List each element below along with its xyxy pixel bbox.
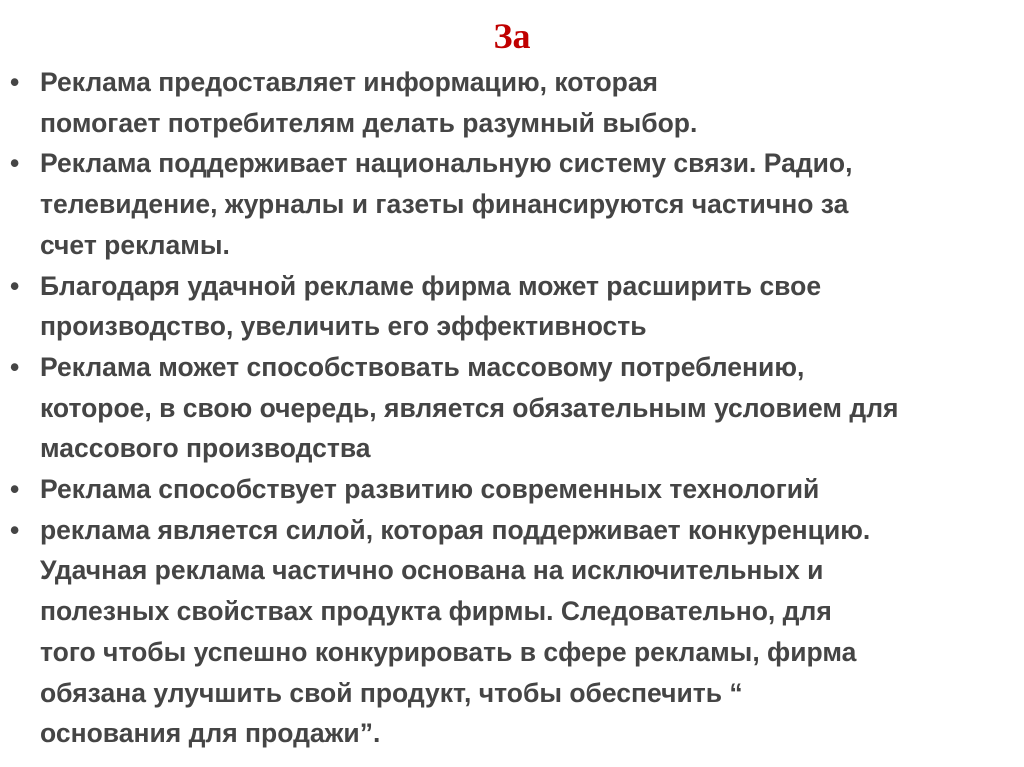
bullet-line: Реклама способствует развитию современных технологий	[40, 474, 820, 505]
bullet-line: основания для продажи”.	[40, 718, 381, 749]
bullet-line: реклама является силой, которая поддерживает конкуренцию.	[40, 514, 871, 545]
bullet-line: счет рекламы.	[40, 229, 230, 260]
bullet-line: Удачная реклама частично основана на исключительных и	[40, 555, 824, 586]
bullet-line: помогает потребителям делать разумный выбор.	[40, 107, 698, 138]
bullet-line: производство, увеличить его эффективность	[40, 311, 647, 342]
slide-title: За	[493, 16, 531, 56]
bullet-item	[10, 469, 1020, 510]
bullet-item	[10, 510, 1020, 754]
bullet-marker: •	[10, 351, 20, 382]
bullet-line: массового производства	[40, 433, 371, 464]
bullet-line: обязана улучшить свой продукт, чтобы обеспечить “	[40, 677, 743, 708]
bullet-marker: •	[10, 148, 20, 179]
bullet-marker: •	[10, 514, 20, 545]
bullet-line: которое, в свою очередь, является обязательным условием для	[40, 392, 899, 423]
bullet-line: Реклама может способствовать массовому потреблению,	[40, 351, 805, 382]
bullet-item	[10, 347, 1020, 469]
bullet-line: Реклама предоставляет информацию, которая	[40, 67, 659, 97]
bullet-item	[10, 266, 1020, 347]
bullet-line: телевидение, журналы и газеты финансируются частично за	[40, 189, 849, 220]
bullet-item	[10, 143, 1020, 265]
bullet-line: того чтобы успешно конкурировать в сфере рекламы, фирма	[40, 636, 857, 667]
bullet-line: Благодаря удачной рекламе фирма может расширить свое	[40, 270, 822, 301]
bullet-marker: •	[10, 67, 20, 97]
bullet-item	[10, 62, 1020, 143]
bullet-line: Реклама поддерживает национальную систему связи. Радио,	[40, 148, 853, 179]
bullet-line: полезных свойствах продукта фирмы. Следовательно, для	[40, 596, 832, 627]
bullet-marker: •	[10, 270, 20, 301]
bullet-marker: •	[10, 474, 20, 505]
bullet-list	[10, 62, 1020, 754]
